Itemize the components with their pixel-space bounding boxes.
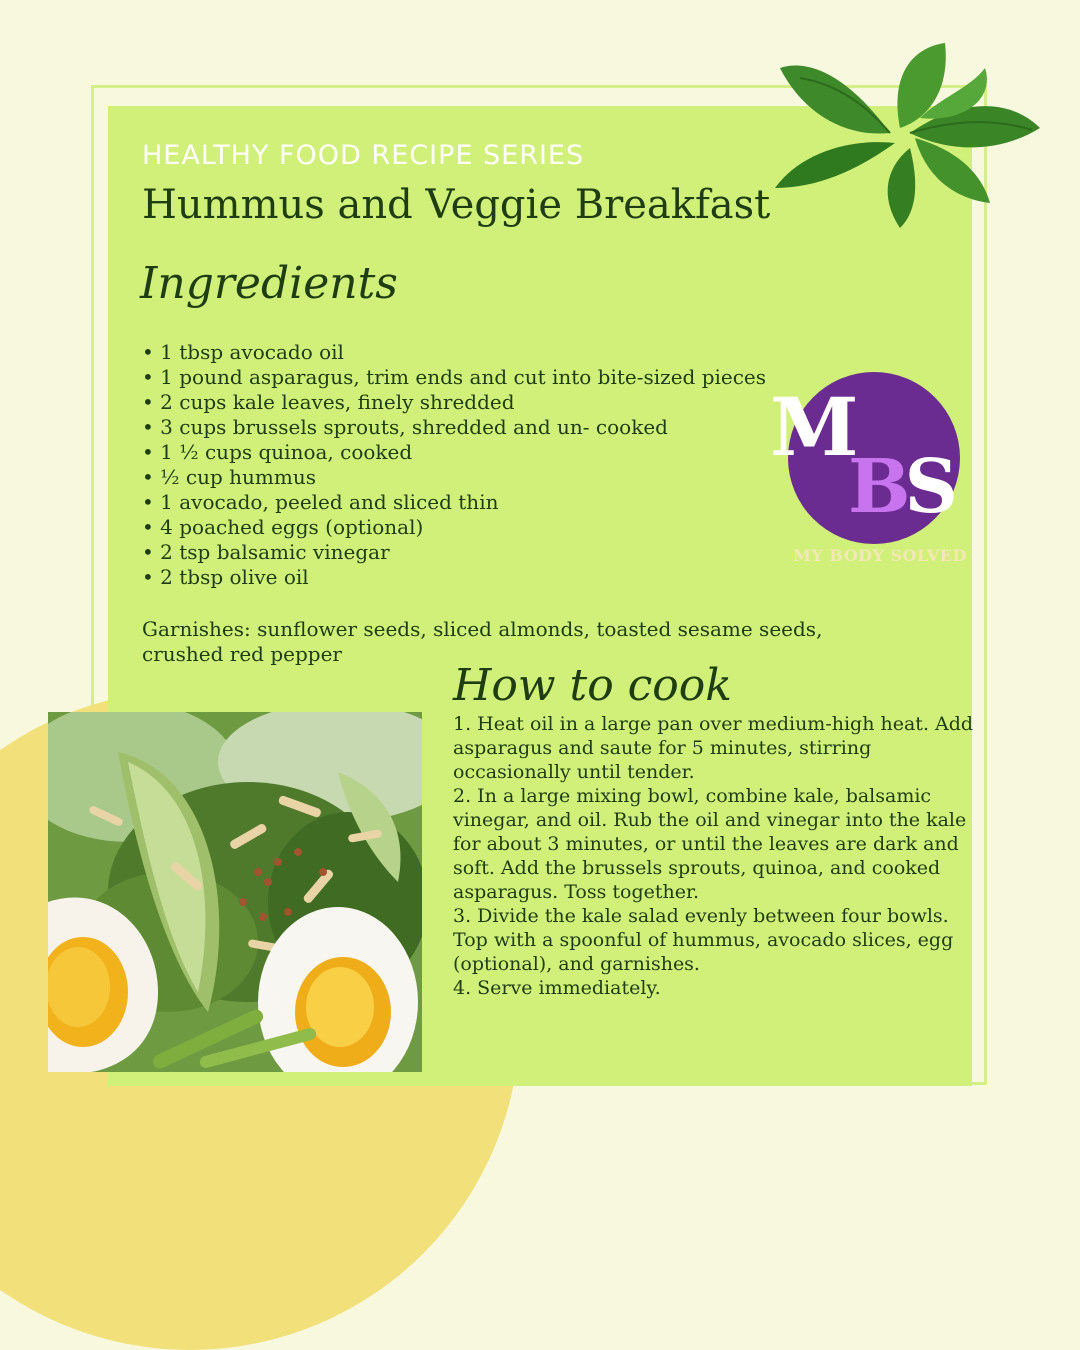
list-item: • 3 cups brussels sprouts, shredded and un- cooked bbox=[142, 415, 766, 440]
logo-letter-s: S bbox=[904, 444, 952, 530]
cooking-steps bbox=[453, 712, 983, 1000]
salad-illustration bbox=[48, 712, 422, 1072]
step-text: 4. Serve immediately. bbox=[453, 977, 661, 999]
list-item: • 1 avocado, peeled and sliced thin bbox=[142, 490, 766, 515]
garnishes-text: Garnishes: sunflower seeds, sliced almonds, toasted sesame seeds, crushed red pepper bbox=[142, 617, 823, 666]
list-item: • ½ cup hummus bbox=[142, 465, 766, 490]
step-text: 2. In a large mixing bowl, combine kale, balsamic vinegar, and oil. Rub the oil and vinegar into the kale for about 3 minutes, or until the leaves are dark and soft. Add the brussels sprouts, quinoa, and cooked asparagus. Toss together. bbox=[453, 785, 967, 903]
list-item: • 4 poached eggs (optional) bbox=[142, 515, 766, 540]
list-item: • 2 tbsp olive oil bbox=[142, 565, 766, 590]
recipe-title: Hummus and Veggie Breakfast bbox=[142, 182, 771, 228]
how-to-cook-heading: How to cook bbox=[453, 660, 732, 711]
list-item: • 1 ½ cups quinoa, cooked bbox=[142, 440, 766, 465]
series-label: HEALTHY FOOD RECIPE SERIES bbox=[142, 140, 585, 171]
list-item: • 2 tsp balsamic vinegar bbox=[142, 540, 766, 565]
salad-photo bbox=[48, 712, 422, 1072]
logo-tagline: MY BODY SOLVED bbox=[793, 546, 967, 565]
list-item: • 1 tbsp avocado oil bbox=[142, 340, 766, 365]
mbs-logo bbox=[770, 372, 980, 572]
list-item: • 1 pound asparagus, trim ends and cut into bite-sized pieces bbox=[142, 365, 766, 390]
basil-leaves-icon bbox=[770, 38, 1050, 228]
logo-letter-m: M bbox=[770, 380, 855, 474]
step-text: 1. Heat oil in a large pan over medium-high heat. Add asparagus and saute for 5 minutes, stirring occasionally until tender. bbox=[453, 713, 974, 783]
logo-letters-bs bbox=[848, 444, 952, 530]
list-item: • 2 cups kale leaves, finely shredded bbox=[142, 390, 766, 415]
logo-letter-b: B bbox=[848, 444, 905, 530]
ingredients-list bbox=[142, 340, 766, 590]
ingredients-heading: Ingredients bbox=[140, 258, 398, 309]
step-text: 3. Divide the kale salad evenly between four bowls. Top with a spoonful of hummus, avocado slices, egg (optional), and garnishes. bbox=[453, 905, 954, 975]
